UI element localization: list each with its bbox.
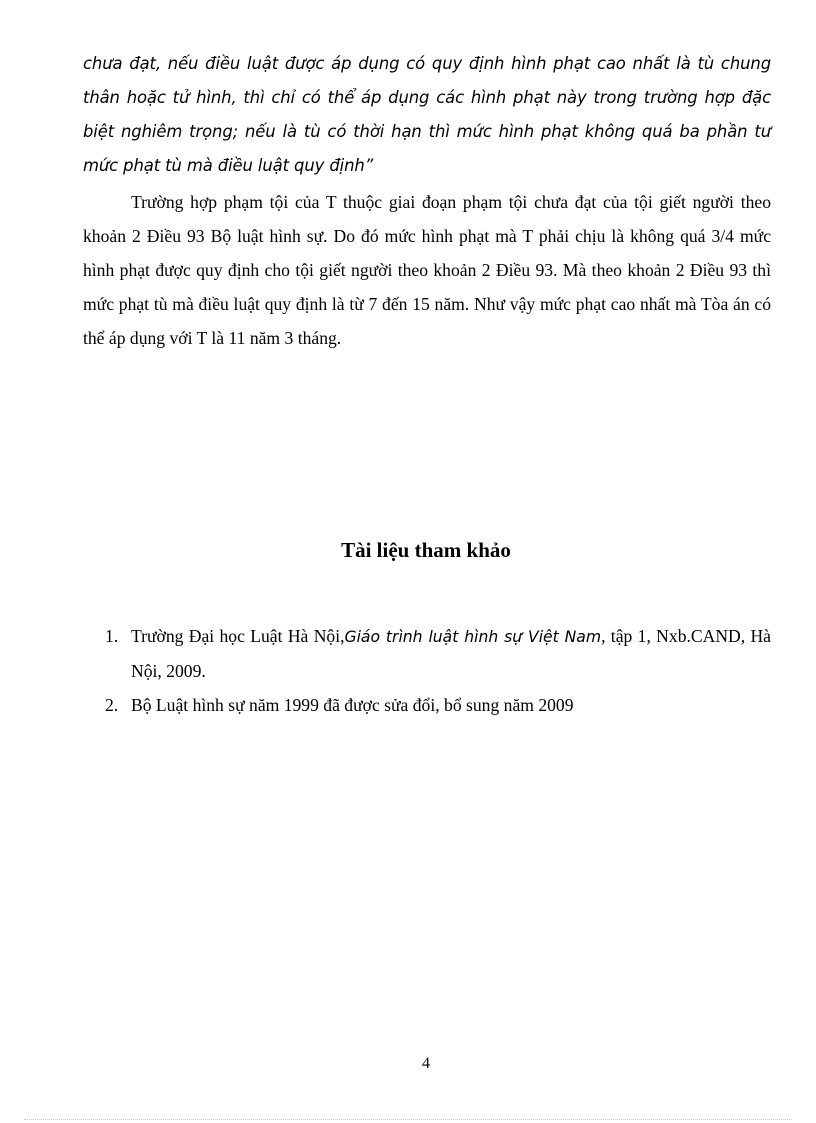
references-list bbox=[105, 619, 771, 722]
reference-item bbox=[105, 688, 771, 722]
page-bottom-divider bbox=[24, 1119, 792, 1120]
reference-publication: , tập 1, Nxb.CAND, Hà Nội, 2009. bbox=[131, 626, 771, 681]
analysis-paragraph: Trường hợp phạm tội của T thuộc giai đoạn phạm tội chưa đạt của tội giết người theo khoản 2 Điều 93 Bộ luật hình sự. Do đó mức hình phạt mà T phải chịu là không quá 3/4 mức hình phạt được quy định cho tội giết người theo khoản 2 Điều 93. Mà theo khoản 2 Điều 93 thì mức phạt tù mà điều luật quy định là từ 7 đến 15 năm. Như vậy mức phạt cao nhất mà Tòa án có thể áp dụng với T là 11 năm 3 tháng. bbox=[83, 192, 771, 348]
page-number: 4 bbox=[422, 1055, 430, 1072]
reference-author: Trường Đại học Luật Hà Nội, bbox=[131, 626, 345, 646]
reference-title: Giáo trình luật hình sự Việt Nam bbox=[344, 628, 602, 646]
references-heading: Tài liệu tham khảo bbox=[341, 538, 511, 562]
quoted-legal-text: chưa đạt, nếu điều luật được áp dụng có quy định hình phạt cao nhất là tù chung thân hoặc tử hình, thì chỉ có thể áp dụng các hình phạt này trong trường hợp đặc biệt nghiêm trọng; nếu là tù có thời hạn thì mức hình phạt không quá ba phần tư mức phạt tù mà điều luật quy định” bbox=[83, 54, 771, 175]
reference-item bbox=[105, 619, 771, 688]
reference-author: Bộ Luật hình sự năm 1999 đã được sửa đổi, bổ sung năm 2009 bbox=[131, 695, 574, 715]
reference-number: 1. bbox=[105, 626, 119, 646]
reference-number: 2. bbox=[105, 695, 119, 715]
